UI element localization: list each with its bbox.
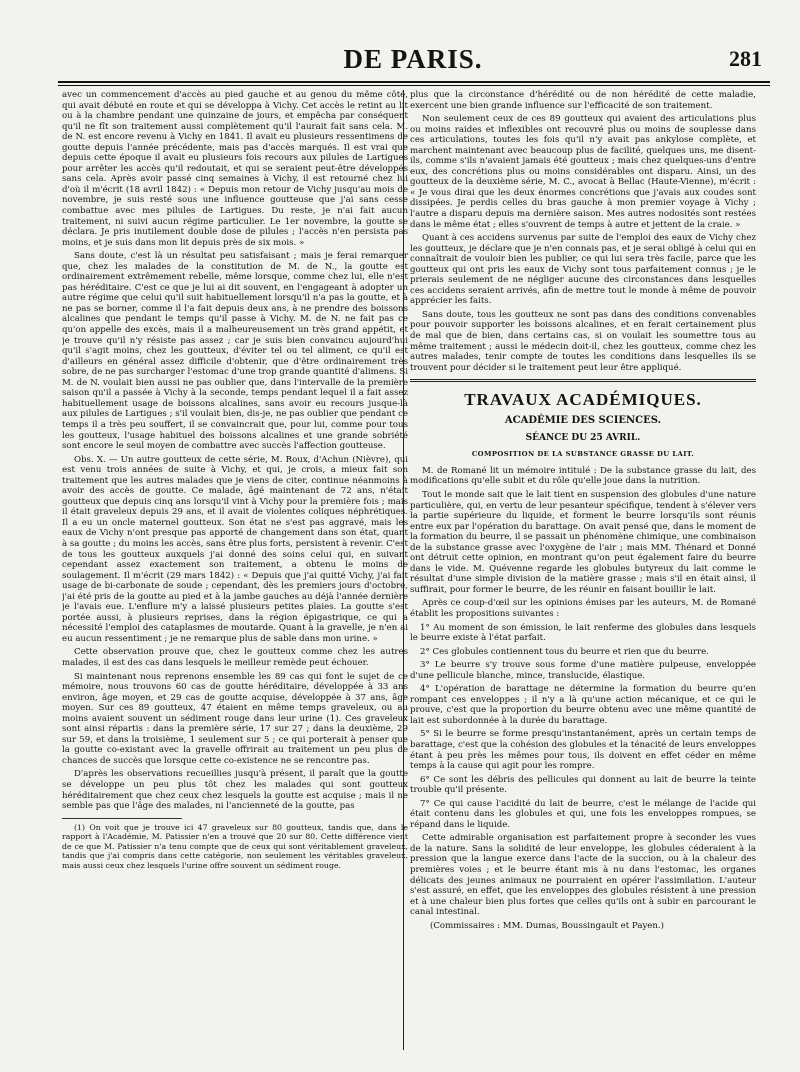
left-column [62,90,408,1055]
paragraph: Tout le monde sait que le lait tient en suspension des globules d'une nature particulière, qui, en vertu de leur pesanteur spécifique, tendent à s'élever vers la partie supérieure du liquide, et forment le beurre lorsqu'ils sont réunis entre eux par l'opération du barattage. On avait pensé que, dans le moment de la formation du beurre, il se passait un phénomène chimique, une combinaison de la substance grasse avec l'oxygène de l'air ; mais MM. Thénard et Donné ont détruit cette opinion, en montrant qu'on peut également faire du beurre dans le vide. M. Quévenne regarde les globules butyreux du lait comme le résultat d'une simple division de la matière grasse ; mais s'il en était ainsi, il suffirait, pour former le beurre, de les réunir en faisant bouillir le lait. [410,489,756,595]
paragraph: Quant à ces accidens survenus par suite de l'emploi des eaux de Vichy chez les goutteux, je déclare que je n'en connais pas, et je serai obligé à celui qui en connaîtrait de vouloir bien les publier, ce qui lui sera très facile, parce que les goutteux qui ont pris les eaux de Vichy sont tous parfaitement connus ; je le prierais seulement de ne négliger aucune des circonstances dans lesquelles ces accidens seraient arrivés, afin de mettre tout le monde à même de pouvoir apprécier les faits. [410,233,756,307]
header-rule-thin [58,85,770,86]
proposition: 6° Ce sont les débris des pellicules qui donnent au lait de beurre la teinte trouble qu'il présente. [410,774,756,796]
proposition: 4° L'opération de barattage ne détermine la formation du beurre qu'en rompant ces enveloppes ; il n'y a là qu'une action mécanique, et ce qui le prouve, c'est que la proportion du beurre obtenu avec une même quantité de lait est subordonnée à la durée du barattage. [410,684,756,726]
session-heading: SÉANCE DU 25 AVRIL. [525,432,641,443]
paragraph: plus que la circonstance d'hérédité ou de non hérédité de cette maladie, exercent une bien grande influence sur l'efficacité de son traitement. [410,90,756,111]
section-title: TRAVAUX ACADÉMIQUES. [464,390,702,410]
proposition: 3° Le beurre s'y trouve sous forme d'une matière pulpeuse, enveloppée d'une pellicule blanche, mince, translucide, élastique. [410,660,756,681]
proposition: 1° Au moment de son émission, le lait renferme des globules dans lesquels le beurre existe à l'état parfait. [410,622,756,644]
proposition: 7° Ce qui cause l'acidité du lait de beurre, c'est le mélange de l'acide qui était contenu dans les globules et qui, une fois les enveloppes rompues, se répand dans le liquide. [410,798,756,830]
header-rule [58,81,770,83]
page-header [58,44,768,78]
paragraph: Cette admirable organisation est parfaitement propre à seconder les vues de la nature. Sans la solidité de leur enveloppe, les globules céderaient à la pression que la langue exerce dans l'acte de la succion, ou à la chaleur des premières voies ; et le beurre étant mis à nu dans l'estomac, les organes délicats des jeunes animaux ne pourraient en opérer l'assimilation. L'auteur s'est assuré, en effet, que les enveloppes des globules résistent à une pression et à une chaleur bien plus fortes que celles qu'ils ont à subir en parcourant le canal intestinal. [410,833,756,918]
paragraph: D'après les observations recueillies jusqu'à présent, il paraît que la goutte se développe un peu plus tôt chez les malades qui sont goutteux héréditairement que chez ceux chez lesquels la goutte est acquise ; mais il ne semble pas que l'âge des malades, ni l'ancienneté de la goutte, pas [62,769,408,812]
commissioners: (Commissaires : MM. Dumas, Boussingault et Payen.) [430,920,665,931]
observation-paragraph: Obs. X. — Un autre goutteux de cette série, M. Roux, d'Achun (Nièvre), qui est venu trois années de suite à Vichy, et qui, je crois, a mieux fait son traitement que les autres malades que je viens de citer, continue néanmoins à avoir des accès de goutte. Ce malade, âgé maintenant de 72 ans, n'était goutteux que depuis cinq ans lorsqu'il vint à Vichy pour la première fois ; mais il était graveleux depuis 29 ans, et il avait de violentes coliques néphrétiques. Il a eu un oncle maternel goutteux. Son état ne s'est pas aggravé, mais les eaux de Vichy n'ont presque pas apporté de changement dans son état, quant à sa goutte ; du moins les accès, sans être plus forts, persistent à revenir. C'est de tous les goutteux auxquels j'ai donné des soins celui qui, en suivant cependant assez exactement son traitement, a obtenu le moins de soulagement. Il m'écrit (29 mars 1842) : « Depuis que j'ai quitté Vichy, j'ai fait usage de bi-carbonate de soude ; cependant, dès les premiers jours d'octobre, j'ai été pris de la goutte au pied et à la jambe gauches au déjà l'année dernière je l'avais eue. L'enflure m'y a laissé plusieurs petites plaies. La goutte s'est portée aussi, à plusieurs reprises, dans la région épigastrique, ce qui a nécessité l'emploi des cataplasmes de moutarde. Quant à la gravelle, je n'en ai eu aucun ressentiment ; je ne remarque plus de sable dans mon urine. » [62,454,408,644]
paragraph: Non seulement ceux de ces 89 goutteux qui avaient des articulations plus ou moins raides et inflexibles ont recouvré plus ou moins de souplesse dans ces articulations, toutes les fois qu'il n'y avait pas ankylose complète, et marchent maintenant avec beaucoup plus de facilité, quelques uns, me disent-ils, comme s'ils n'avaient jamais été goutteux ; mais chez quelques-uns d'entre eux, des concrétions plus ou moins considérables ont disparu. Ainsi, un des goutteux de la deuxième série, M. C., avocat à Bellac (Haute-Vienne), m'écrit : « Je vous dirai que les deux énormes concrétions que j'avais aux coudes sont dissipées. Je perdis celles du bras gauche à mon premier voyage à Vichy ; l'autre a disparu depuis ma dernière saison. Mes autres nodosités sont restées dans le même état ; elles s'ouvrent de temps à autre et jettent de la craie. » [410,114,756,230]
section-rule [410,379,756,382]
academy-heading: ACADÉMIE DES SCIENCES. [504,415,662,427]
column-divider [403,90,404,1050]
proposition: 2° Ces globules contiennent tous du beurre et rien que du beurre. [420,646,709,657]
proposition: 5° Si le beurre se forme presqu'instantanément, après un certain temps de barattage, c'est que la cohésion des globules et la ténacité de leurs enveloppes étant à peu près les mêmes pour tous, ils doivent en effet céder en même temps à la cause qui agit pour les rompre. [410,729,756,772]
running-title: DE PARIS. [343,44,483,74]
page-number: 281 [729,46,762,71]
paragraph: avec un commencement d'accès au pied gauche et au genou du même côté, qui avait débuté en route et qui se développa à Vichy. Cet accès le retint au lit ou à la chambre pendant une quinzaine de jours, et empêcha par conséquent qu'il ne fît son traitement aussi complètement qu'il l'aurait fait sans cela. M. de N. est encore revenu à Vichy en 1841. Il avait eu plusieurs ressentimens de goutte depuis l'année précédente, mais pas d'accès marqués. Il est vrai que depuis cette époque il avait eu plusieurs fois recours aux pilules de Lartigues pour arrêter les accès qu'il redoutait, et qui se seraient peut-être développés sans cela. Après avoir passé cinq semaines à Vichy, il est retourné chez lui d'où il m'écrit (18 avril 1842) : « Depuis mon retour de Vichy jusqu'au mois de novembre, je suis resté sous une influence goutteuse que j'ai sans cesse combattue avec mes pilules de Lartigues. Du reste, je n'ai fait aucun traitement, ni suivi aucun régime particulier. Le 1er novembre, la goutte se déclara. Je pris inutilement double dose de pilules ; l'accès n'en persista pas moins, et je suis dans mon lit depuis près de six mois. » [62,90,408,248]
paragraph: Sans doute, c'est là un résultat peu satisfaisant ; mais je ferai remarquer que, chez les malades de la constitution de M. de N., la goutte est ordinairement extrêmement rebelle, même lorsque, comme chez lui, elle n'est pas héréditaire. C'est ce que je lui ai dit souvent, en l'engageant à adopter un autre régime que celui qu'il suit habituellement lorsqu'il n'a pas la goutte, et à ne pas se borner, comme il l'a fait depuis deux ans, à ne prendre des boissons alcalines que pendant le temps qu'il passe à Vichy. M. de N. ne fait pas ce qu'on appelle des excès, mais il a malheureusement un très grand appétit, et je trouve qu'il n'y résiste pas assez ; car je suis bien convaincu aujourd'hui qu'il s'agit moins, chez les goutteux, d'éviter tel ou tel aliment, ce qu'il est d'ailleurs en général assez difficile d'obtenir, que d'être ordinairement très sobre, de ne pas surcharger l'estomac d'une trop grande quantité d'alimens. Si M. de N. voulait bien aussi ne pas oublier que, dans l'intervalle de la première saison qu'il a passée à Vichy à la seconde, temps pendant lequel il a fait assez habituellement usage de boissons alcalines, sans avoir eu recours jusque-là aux pilules de Lartigues ; s'il voulait bien, dis-je, ne pas oublier que pendant ce temps il a très peu souffert, il se convaincrait que, pour lui, comme pour tous les goutteux, l'usage habituel des boissons alcalines et une grande sobriété sont encore le seul moyen de combattre avec succès l'affection goutteuse. [62,251,408,452]
propositions-list [410,623,756,831]
right-column [410,90,756,1055]
footnote-rule [62,818,182,819]
paragraph: Si maintenant nous reprenons ensemble les 89 cas qui font le sujet de ce mémoire, nous trouvons 60 cas de goutte héréditaire, développée à 33 ans environ, âge moyen, et 29 cas de goutte acquise, développée à 37 ans, âge moyen. Sur ces 89 goutteux, 47 étaient en même temps graveleux, ou au moins avaient souvent un sédiment rouge dans leur urine (1). Ces graveleux sont ainsi répartis : dans la première série, 17 sur 27 ; dans la deuxième, 29 sur 59, et dans la troisième, 1 seulement sur 5 ; ce qui porterait à penser que la goutte co-existant avec la gravelle offrirait au traitement un peu plus de chances de succès que lorsque cette co-existence ne se rencontre pas. [62,671,408,766]
memoir-intro: M. de Romané lit un mémoire intitulé : De la substance grasse du lait, des modifications qu'elle subit et du rôle qu'elle joue dans la nutrition. [410,465,756,487]
paragraph: Sans doute, tous les goutteux ne sont pas dans des conditions convenables pour pouvoir supporter les boissons alcalines, et en ferait certainement plus de mal que de bien, dans certains cas, si on voulait les soumettre tous au même traitement ; aussi le médecin doit-il, chez les goutteux, comme chez les autres malades, tenir compte de toutes les conditions dans lesquelles ils se trouvent pour décider si le traitement peut leur être appliqué. [410,309,756,373]
footnote: (1) On voit que je trouve ici 47 graveleux sur 80 goutteux, tandis que, dans le rapport à l'Académie, M. Patissier n'en a trouvé que 20 sur 80. Cette différence vient de ce que M. Patissier n'a tenu compte que de ceux qui sont véritablement graveleux, tandis que j'ai compris dans cette catégorie, non seulement les véritables graveleux, mais aussi ceux chez lesquels l'urine offre souvent un sédiment rouge. [62,822,408,871]
paragraph: Cette observation prouve que, chez le goutteux comme chez les autres malades, il est des cas dans lesquels le meilleur remède peut échouer. [62,647,408,668]
paragraph: Après ce coup-d'œil sur les opinions émises par les auteurs, M. de Romané établit les propositions suivantes : [410,598,756,619]
topic-heading: COMPOSITION DE LA SUBSTANCE GRASSE DU LAIT. [471,450,695,459]
